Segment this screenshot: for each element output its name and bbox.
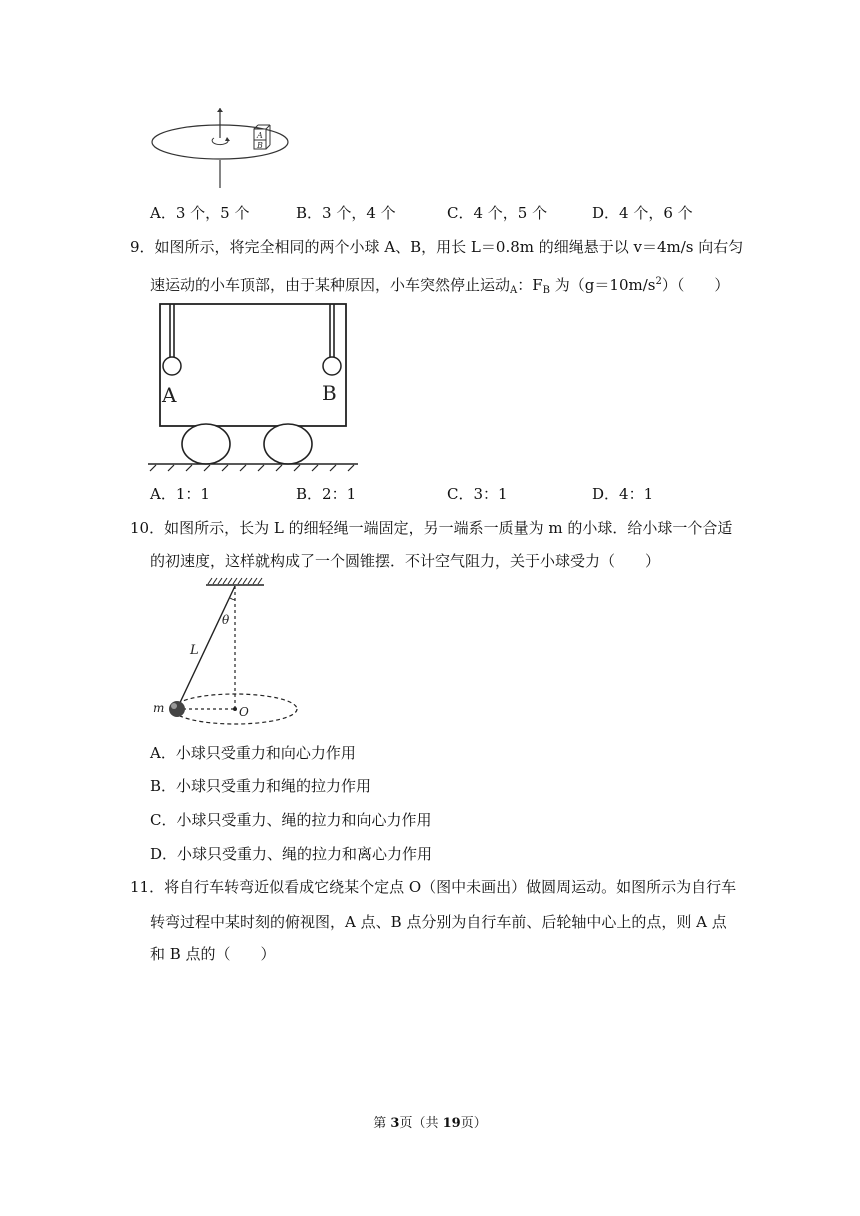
q9-options	[150, 483, 710, 505]
q10-option-a: A．小球只受重力和向心力作用	[150, 744, 356, 762]
q10-line2: 的初速度，这样就构成了一个圆锥摆．不计空气阻力，关于小球受力（ ）	[150, 552, 661, 570]
q10-option-b: B．小球只受重力和绳的拉力作用	[150, 777, 372, 795]
q10-line1: 10．如图所示，长为 L 的细轻绳一端固定，另一端系一质量为 m 的小球．给小球一个合适	[130, 519, 733, 537]
q11-line1: 11．将自行车转弯近似看成它绕某个定点 O（图中未画出）做圆周运动。如图所示为自行车	[130, 878, 737, 896]
q8-option-d: D．4 个，6 个	[592, 204, 693, 222]
q9-option-d: D．4：1	[592, 485, 654, 503]
q10-option-d: D．小球只受重力、绳的拉力和离心力作用	[150, 845, 433, 863]
angle-theta-label: θ	[222, 613, 230, 627]
mass-m-label: m	[153, 701, 165, 715]
q8-options	[150, 202, 710, 224]
q8-option-c: C．4 个，5 个	[447, 204, 548, 222]
q8-option-b: B．3 个，4 个	[296, 204, 396, 222]
length-l-label: L	[190, 643, 199, 658]
q10-option-c: C．小球只受重力、绳的拉力和向心力作用	[150, 811, 432, 829]
total-pages: 19	[442, 1116, 461, 1131]
q9-option-b: B．2：1	[296, 485, 357, 503]
q8-option-a: A．3 个，5 个	[150, 204, 250, 222]
ball-label-b: B	[322, 381, 337, 405]
block-label-a: A	[257, 131, 263, 140]
conical-pendulum-figure	[150, 576, 300, 726]
center-o-label: O	[239, 705, 249, 719]
page-number: 3	[390, 1116, 400, 1131]
q9-option-a: A．1：1	[150, 485, 210, 503]
q9-line1: 9．如图所示，将完全相同的两个小球 A、B，用长 L＝0.8m 的细绳悬于以 v＝4m/s 向右匀	[130, 238, 744, 256]
page-footer: 第 3页（共 19页）	[373, 1116, 487, 1131]
turntable-figure	[150, 108, 290, 188]
cart-figure	[148, 302, 358, 472]
q9-line2: 速运动的小车顶部，由于某种原因，小车突然停止运动$_A$：$F_B$ 为$(g=10m/s^2)$（ ）	[150, 276, 730, 296]
block-label-b: B	[257, 141, 263, 150]
q9-option-c: C．3：1	[447, 485, 508, 503]
ball-label-a: A	[162, 383, 177, 407]
q11-line2: 转弯过程中某时刻的俯视图，A 点、B 点分别为自行车前、后轮轴中心上的点，则 A 点	[150, 913, 727, 931]
q11-line3: 和 B 点的（ ）	[150, 945, 276, 963]
